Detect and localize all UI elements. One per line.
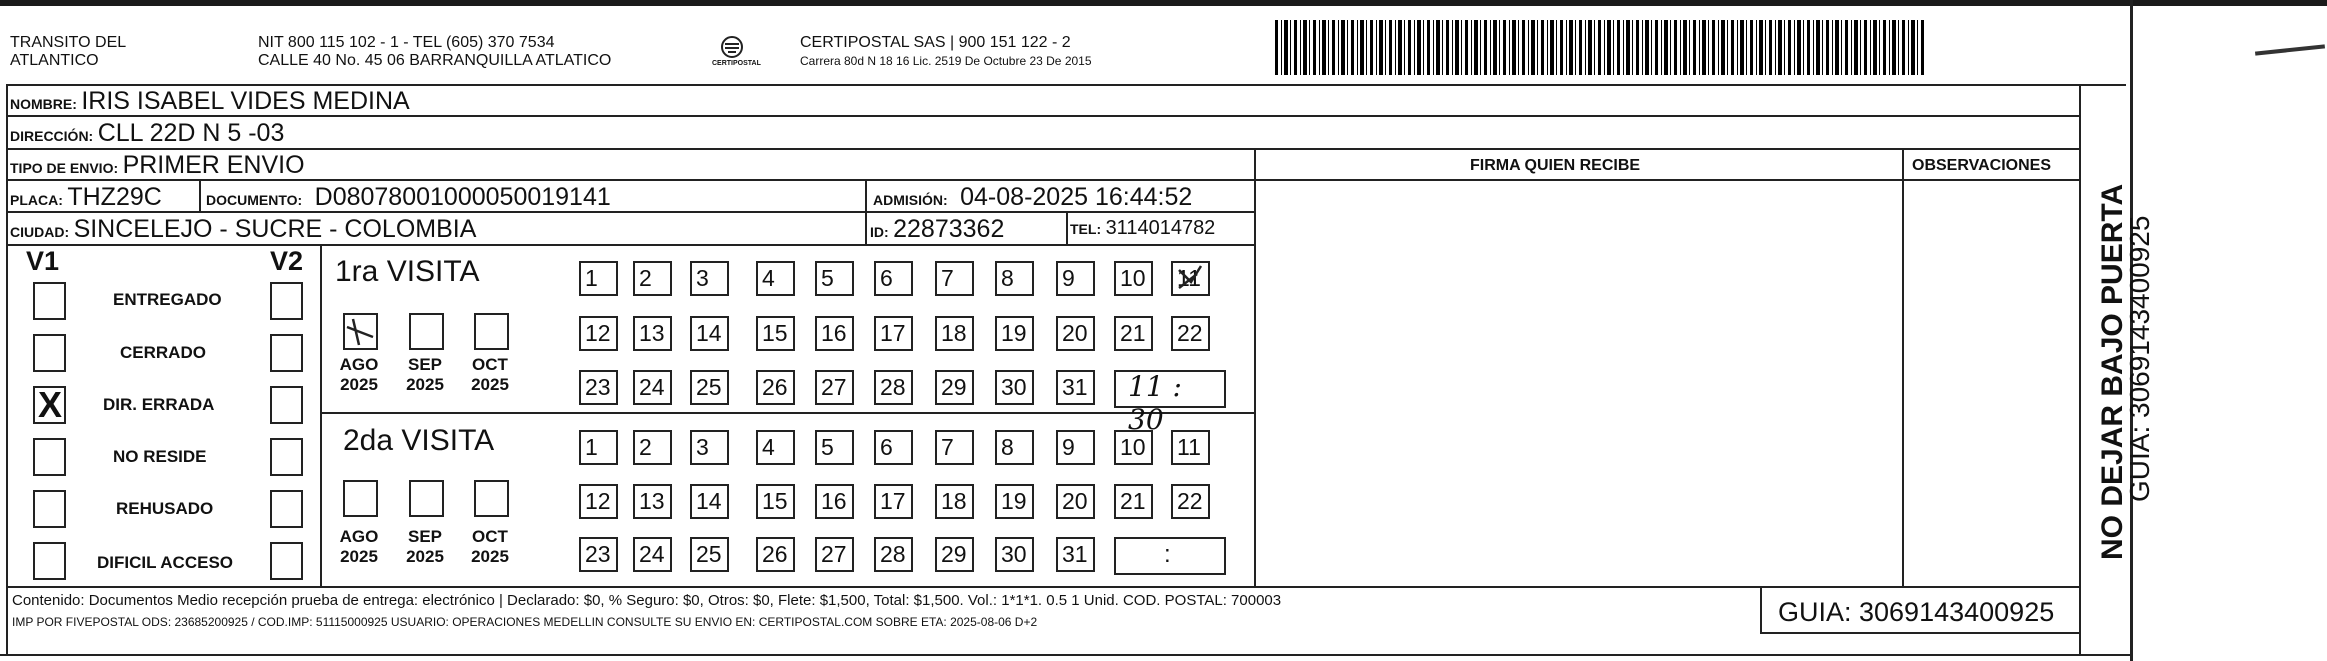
visita2-time-box[interactable] xyxy=(1114,537,1226,575)
col-line xyxy=(1066,211,1068,244)
visita2-day-31[interactable]: 31 xyxy=(1056,537,1095,572)
check-mark-icon xyxy=(1175,264,1206,295)
sender-name-1: TRANSITO DEL xyxy=(10,34,127,51)
month-name: AGO xyxy=(339,355,379,374)
visita1-day-3[interactable]: 3 xyxy=(690,261,729,296)
visita1-title: 1ra VISITA xyxy=(335,255,480,288)
visita1-month-sep xyxy=(398,355,452,395)
visita2-day-21[interactable]: 21 xyxy=(1114,484,1153,519)
visita1-day-1[interactable]: 1 xyxy=(579,261,618,296)
visita2-month-oct xyxy=(463,527,517,567)
placa-label: PLACA: xyxy=(10,192,63,208)
nombre-value: IRIS ISABEL VIDES MEDINA xyxy=(81,87,410,115)
visita1-day-9[interactable]: 9 xyxy=(1056,261,1095,296)
col-line xyxy=(1254,148,1256,586)
visita1-day-10[interactable]: 10 xyxy=(1114,261,1153,296)
v2-checkbox-rehusado[interactable] xyxy=(270,490,303,528)
visita1-day-16[interactable]: 16 xyxy=(815,316,854,351)
v1-checkbox-dificil-acceso[interactable] xyxy=(33,542,66,580)
visita1-day-4[interactable]: 4 xyxy=(756,261,795,296)
visita2-day-5[interactable]: 5 xyxy=(815,430,854,465)
month-year: 2025 xyxy=(406,375,444,394)
v2-checkbox-entregado[interactable] xyxy=(270,282,303,320)
visita2-day-16[interactable]: 16 xyxy=(815,484,854,519)
col-line xyxy=(320,244,322,586)
v2-label: V2 xyxy=(270,246,304,276)
visita1-month-ago-check[interactable] xyxy=(343,313,378,350)
certipostal-logo xyxy=(712,34,761,74)
row-line xyxy=(6,179,2081,181)
visita2-day-1[interactable]: 1 xyxy=(579,430,618,465)
visita1-day-28[interactable]: 28 xyxy=(874,370,913,405)
footer-imp: IMP POR FIVEPOSTAL ODS: 23685200925 / COD.IMP: 51115000925 USUARIO: OPERACIONES MEDELLIN CONSULTE SU ENVIO EN: CERTIPOSTAL.COM SOBRE ETA: 2025-08-06 D+2 xyxy=(12,615,1038,629)
nombre-row xyxy=(10,87,410,116)
status-cerrado: CERRADO xyxy=(120,343,206,362)
v1-checkbox-dir-errada[interactable] xyxy=(33,386,66,424)
direccion-row xyxy=(10,119,284,148)
status-entregado: ENTREGADO xyxy=(113,290,222,309)
form-left xyxy=(6,84,8,654)
v2-checkbox-no-reside[interactable] xyxy=(270,438,303,476)
visita1-day-11[interactable]: 11 xyxy=(1171,261,1210,296)
visita2-day-3[interactable]: 3 xyxy=(690,430,729,465)
bottom-border xyxy=(0,654,2132,656)
sender-info-2: CALLE 40 No. 45 06 BARRANQUILLA ATLATICO xyxy=(258,52,612,69)
visita2-day-8[interactable]: 8 xyxy=(995,430,1034,465)
visita2-title: 2da VISITA xyxy=(343,424,495,457)
visita2-day-11[interactable]: 11 xyxy=(1171,430,1210,465)
logo-icon xyxy=(712,34,758,74)
visita2-day-27[interactable]: 27 xyxy=(815,537,854,572)
visita2-day-17[interactable]: 17 xyxy=(874,484,913,519)
visita2-day-15[interactable]: 15 xyxy=(756,484,795,519)
month-name: AGO xyxy=(339,527,379,546)
id-row xyxy=(870,215,1004,244)
sender-name-2: ATLANTICO xyxy=(10,52,99,69)
observaciones-label: OBSERVACIONES xyxy=(1912,157,2051,174)
visita1-month-ago xyxy=(332,355,386,395)
footer-bottom xyxy=(1760,632,2081,634)
month-year: 2025 xyxy=(471,375,509,394)
footer-guia: GUIA: 3069143400925 xyxy=(1778,597,2055,627)
v2-checkbox-dificil-acceso[interactable] xyxy=(270,542,303,580)
admision-row xyxy=(873,183,1192,212)
ciudad-value: SINCELEJO - SUCRE - COLOMBIA xyxy=(73,215,477,243)
admision-label: ADMISIÓN: xyxy=(873,192,948,208)
id-label: ID: xyxy=(870,224,889,240)
visita1-day-5[interactable]: 5 xyxy=(815,261,854,296)
row-line xyxy=(6,148,2081,150)
top-border xyxy=(0,0,2327,6)
visita2-day-29[interactable]: 29 xyxy=(935,537,974,572)
check-mark-icon xyxy=(345,315,376,348)
visita1-day-26[interactable]: 26 xyxy=(756,370,795,405)
visita1-time-box[interactable] xyxy=(1114,370,1226,436)
visita1-day-13[interactable]: 13 xyxy=(633,316,672,351)
footer-contenido: Contenido: Documentos Medio recepción prueba de entrega: electrónico | Declarado: $0, % Seguro: $0, Otros: $0, Flete: $1,500, Total: $1,500. Vol.: 1*1*1. 0.5 1 Unid. COD. POSTAL: 700003 xyxy=(12,592,1282,609)
month-year: 2025 xyxy=(471,547,509,566)
month-name: OCT xyxy=(472,527,508,546)
visita1-day-12[interactable]: 12 xyxy=(579,316,618,351)
visita1-day-7[interactable]: 7 xyxy=(935,261,974,296)
placa-value: THZ29C xyxy=(67,183,162,211)
v2-checkbox-cerrado[interactable] xyxy=(270,334,303,372)
visita2-month-sep xyxy=(398,527,452,567)
tel-label: TEL: xyxy=(1070,221,1102,237)
visita2-month-sep-check[interactable] xyxy=(409,480,444,517)
visita2-month-oct-check[interactable] xyxy=(474,480,509,517)
month-name: OCT xyxy=(472,355,508,374)
visita2-day-9[interactable]: 9 xyxy=(1056,430,1095,465)
form-right xyxy=(2079,84,2081,654)
direccion-label: DIRECCIÓN: xyxy=(10,128,94,144)
visita1-day-22[interactable]: 22 xyxy=(1171,316,1210,351)
visita2-day-23[interactable]: 23 xyxy=(579,537,618,572)
row-line xyxy=(6,244,1256,246)
v1-checkbox-entregado[interactable] xyxy=(33,282,66,320)
placa-row xyxy=(10,183,162,212)
v1-checkbox-cerrado[interactable] xyxy=(33,334,66,372)
tipo-value: PRIMER ENVIO xyxy=(122,151,305,179)
tel-row xyxy=(1070,217,1215,240)
visita2-day-10[interactable]: 10 xyxy=(1114,430,1153,465)
visita2-day-30[interactable]: 30 xyxy=(995,537,1034,572)
v2-checkbox-dir-errada[interactable] xyxy=(270,386,303,424)
month-name: SEP xyxy=(407,355,443,374)
status-dificil-acceso: DIFICIL ACCESO xyxy=(97,553,234,572)
visita1-day-2[interactable]: 2 xyxy=(633,261,672,296)
visita1-day-8[interactable]: 8 xyxy=(995,261,1034,296)
visita2-day-2[interactable]: 2 xyxy=(633,430,672,465)
carrier-license: Carrera 80d N 18 16 Lic. 2519 De Octubre 23 De 2015 xyxy=(800,54,1092,68)
visita1-month-oct xyxy=(463,355,517,395)
tipo-label: TIPO DE ENVIO: xyxy=(10,160,119,176)
staple-mark xyxy=(2255,44,2325,55)
visita1-day-15[interactable]: 15 xyxy=(756,316,795,351)
visita1-day-25[interactable]: 25 xyxy=(690,370,729,405)
nombre-label: NOMBRE: xyxy=(10,96,77,112)
ciudad-label: CIUDAD: xyxy=(10,224,70,240)
visita2-day-22[interactable]: 22 xyxy=(1171,484,1210,519)
id-value: 22873362 xyxy=(893,215,1005,243)
status-rehusado: REHUSADO xyxy=(116,499,214,518)
visita1-day-14[interactable]: 14 xyxy=(690,316,729,351)
visita2-day-20[interactable]: 20 xyxy=(1056,484,1095,519)
barcode xyxy=(1275,20,1927,75)
sender-info-1: NIT 800 115 102 - 1 - TEL (605) 370 7534 xyxy=(258,34,555,51)
col-line xyxy=(199,179,201,211)
side-guia: GUIA: 3069143400925 xyxy=(2124,215,2155,502)
visita1-day-31[interactable]: 31 xyxy=(1056,370,1095,405)
visita2-day-12[interactable]: 12 xyxy=(579,484,618,519)
visita1-day-24[interactable]: 24 xyxy=(633,370,672,405)
row-line xyxy=(6,586,2081,588)
col-line xyxy=(320,412,1256,414)
visita2-day-18[interactable]: 18 xyxy=(935,484,974,519)
visita1-day-20[interactable]: 20 xyxy=(1056,316,1095,351)
visita2-day-19[interactable]: 19 xyxy=(995,484,1034,519)
tipo-row xyxy=(10,151,305,180)
status-no-reside: NO RESIDE xyxy=(113,447,207,466)
col-line xyxy=(865,179,867,244)
documento-value: D08078001000050019141 xyxy=(314,183,611,211)
visita1-month-oct-check[interactable] xyxy=(474,313,509,350)
visita2-day-25[interactable]: 25 xyxy=(690,537,729,572)
dir-errada-mark: X xyxy=(38,384,63,425)
visita1-day-17[interactable]: 17 xyxy=(874,316,913,351)
month-year: 2025 xyxy=(340,375,378,394)
visita2-day-6[interactable]: 6 xyxy=(874,430,913,465)
visita2-day-4[interactable]: 4 xyxy=(756,430,795,465)
col-line xyxy=(1902,148,1904,586)
admision-value: 04-08-2025 16:44:52 xyxy=(960,183,1193,211)
logo-text: CERTIPOSTAL xyxy=(712,60,761,67)
v1-label: V1 xyxy=(26,246,60,276)
visita1-day-19[interactable]: 19 xyxy=(995,316,1034,351)
visita1-day-18[interactable]: 18 xyxy=(935,316,974,351)
visita1-day-27[interactable]: 27 xyxy=(815,370,854,405)
visita2-day-7[interactable]: 7 xyxy=(935,430,974,465)
col-line xyxy=(1760,586,1762,634)
visita1-time: 11 : 30 xyxy=(1128,370,1182,436)
status-dir-errada: DIR. ERRADA xyxy=(103,395,215,414)
visita2-month-ago xyxy=(332,527,386,567)
form-top xyxy=(6,84,2126,86)
tel-value: 3114014782 xyxy=(1105,217,1216,239)
visita2-month-ago-check[interactable] xyxy=(343,480,378,517)
side-title: NO DEJAR BAJO PUERTA xyxy=(2096,183,2129,560)
visita2-time: : xyxy=(1164,541,1171,568)
visita2-day-14[interactable]: 14 xyxy=(690,484,729,519)
visita1-month-sep-check[interactable] xyxy=(409,313,444,350)
visita2-day-13[interactable]: 13 xyxy=(633,484,672,519)
carrier-name: CERTIPOSTAL SAS | 900 151 122 - 2 xyxy=(800,34,1071,51)
visita1-day-29[interactable]: 29 xyxy=(935,370,974,405)
visita1-day-21[interactable]: 21 xyxy=(1114,316,1153,351)
month-year: 2025 xyxy=(406,547,444,566)
documento-label: DOCUMENTO: xyxy=(206,192,303,208)
visita1-day-30[interactable]: 30 xyxy=(995,370,1034,405)
month-name: SEP xyxy=(407,527,443,546)
direccion-value: CLL 22D N 5 -03 xyxy=(97,119,285,147)
visita1-day-6[interactable]: 6 xyxy=(874,261,913,296)
visita1-day-23[interactable]: 23 xyxy=(579,370,618,405)
firma-label: FIRMA QUIEN RECIBE xyxy=(1470,157,1641,174)
v1-checkbox-no-reside[interactable] xyxy=(33,438,66,476)
visita2-day-26[interactable]: 26 xyxy=(756,537,795,572)
v1-checkbox-rehusado[interactable] xyxy=(33,490,66,528)
visita2-day-28[interactable]: 28 xyxy=(874,537,913,572)
ciudad-row xyxy=(10,215,476,244)
visita2-day-24[interactable]: 24 xyxy=(633,537,672,572)
month-year: 2025 xyxy=(340,547,378,566)
documento-row xyxy=(206,183,611,212)
